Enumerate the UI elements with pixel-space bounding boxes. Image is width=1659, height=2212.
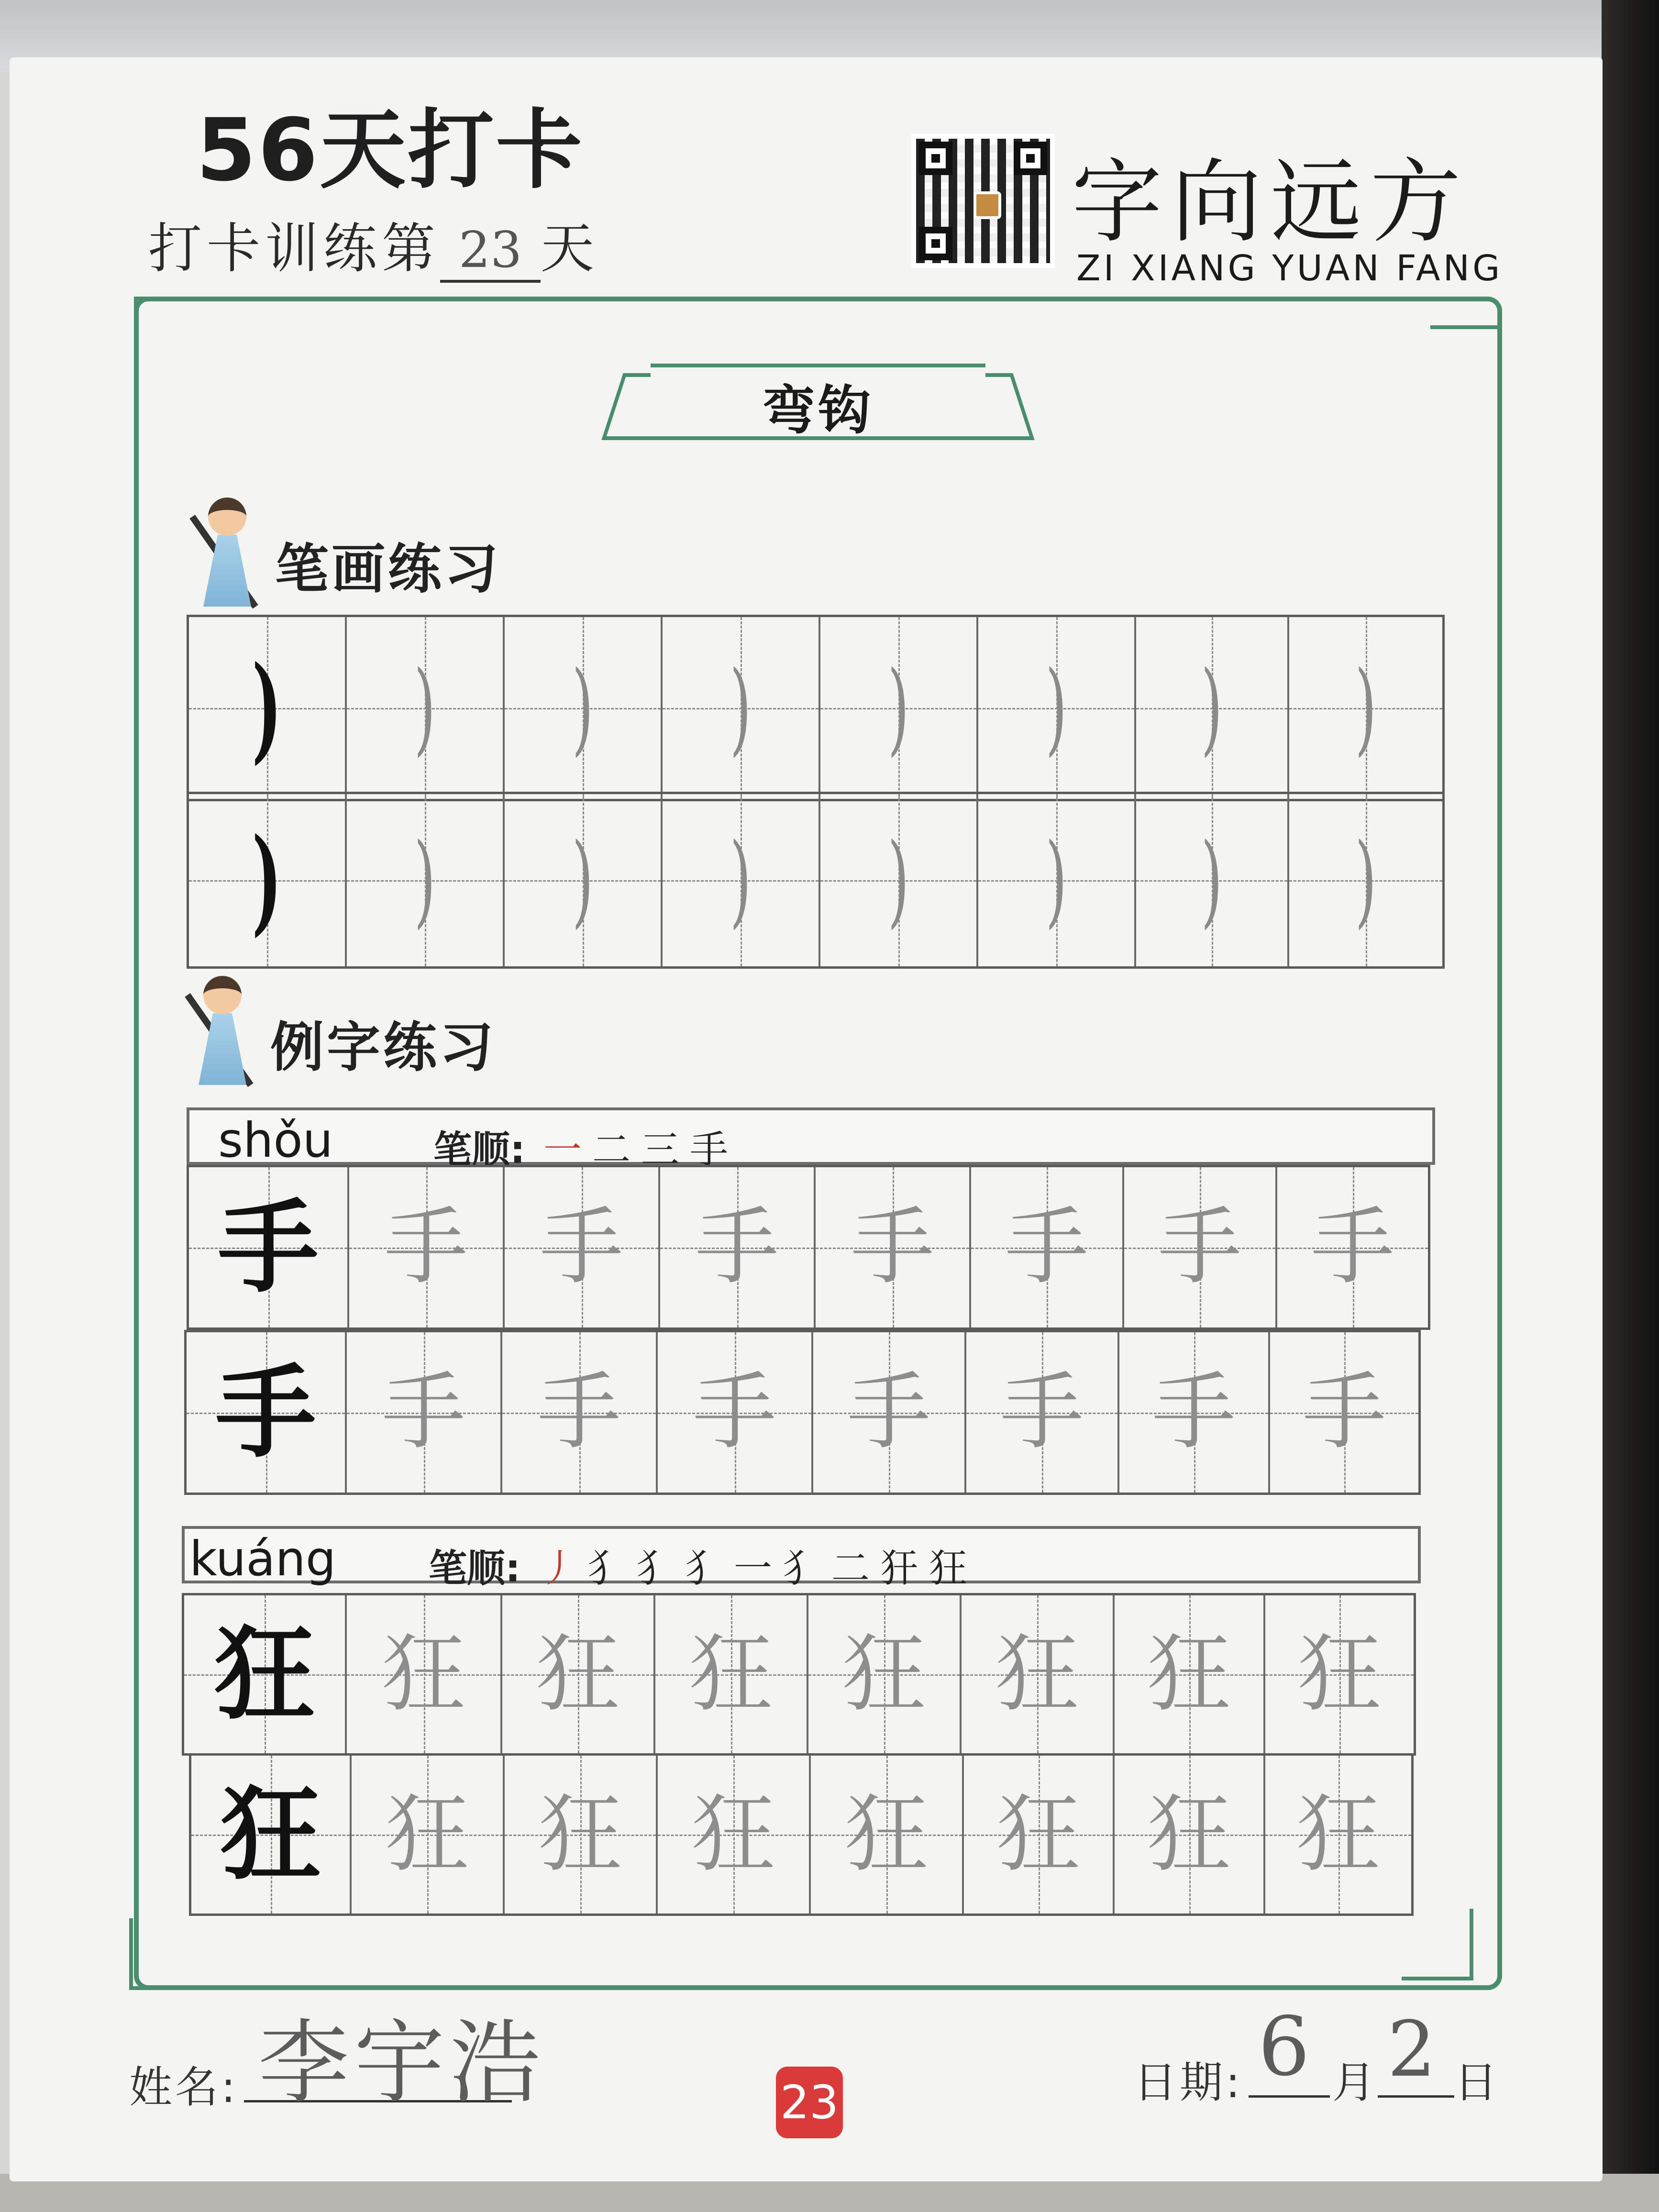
stroke-grid-row-2 bbox=[187, 792, 1445, 969]
practice-cell bbox=[663, 617, 820, 799]
practice-char: 手 bbox=[537, 1364, 621, 1461]
practice-cell bbox=[820, 794, 978, 966]
practice-char: 手 bbox=[1311, 1199, 1394, 1296]
practice-cell bbox=[658, 1332, 813, 1493]
month-label: 月 bbox=[1332, 2057, 1378, 2108]
practice-cell bbox=[347, 617, 505, 799]
stroke-model: ) bbox=[252, 813, 282, 948]
practice-cell bbox=[1115, 1756, 1265, 1913]
month-underline bbox=[1249, 2095, 1330, 2098]
brand-name: 字向远方 bbox=[1072, 149, 1470, 255]
practice-cell bbox=[1289, 794, 1442, 966]
practice-char: 狂 bbox=[996, 1786, 1080, 1883]
practice-cell bbox=[964, 1756, 1115, 1913]
practice-cell bbox=[808, 1595, 962, 1753]
practice-cell bbox=[1136, 617, 1289, 799]
stroke-order-step: 狂 bbox=[929, 1546, 978, 1591]
practice-char: 狂 bbox=[1297, 1626, 1382, 1723]
qr-logo-icon bbox=[973, 191, 1001, 219]
stroke-practice: ) bbox=[414, 649, 436, 766]
practice-cell bbox=[505, 617, 663, 799]
stroke-order-step: 犭 bbox=[587, 1546, 636, 1591]
practice-char: 手 bbox=[1152, 1364, 1236, 1461]
practice-cell bbox=[1124, 1167, 1277, 1327]
practice-cell bbox=[813, 1332, 966, 1493]
practice-char: 狂 bbox=[689, 1626, 773, 1723]
stroke-practice: ) bbox=[887, 649, 909, 766]
practice-cell bbox=[971, 1167, 1124, 1327]
date-label: 日期: bbox=[1134, 2057, 1243, 2108]
practice-cell bbox=[347, 1595, 502, 1753]
stroke-order-step: 犴 bbox=[880, 1546, 929, 1591]
stroke-practice: ) bbox=[730, 649, 752, 766]
practice-char: 狂 bbox=[691, 1786, 775, 1883]
practice-cell bbox=[811, 1756, 964, 1913]
stroke-practice: ) bbox=[1201, 821, 1223, 939]
practice-char: 手 bbox=[1005, 1199, 1089, 1296]
stroke-order-label: 笔顺: bbox=[433, 1128, 525, 1172]
lesson-title: 弯钩 bbox=[763, 380, 874, 441]
model-cell bbox=[189, 794, 347, 966]
stroke-practice: ) bbox=[572, 649, 594, 766]
practice-char: 狂 bbox=[995, 1626, 1079, 1723]
char-info-bar-shou bbox=[187, 1107, 1435, 1172]
practice-char: 狂 bbox=[385, 1786, 469, 1883]
practice-cell bbox=[978, 794, 1136, 966]
practice-char: 手 bbox=[384, 1199, 468, 1296]
char-grid-row-shou-2 bbox=[184, 1330, 1421, 1495]
model-cell bbox=[189, 617, 347, 799]
char-grid-row-kuang-2 bbox=[189, 1753, 1414, 1916]
practice-char: 手 bbox=[847, 1364, 931, 1461]
model-char: 狂 bbox=[214, 1615, 315, 1733]
practice-char: 狂 bbox=[382, 1626, 465, 1723]
model-char: 手 bbox=[215, 1353, 316, 1471]
photo-background-right bbox=[1602, 0, 1659, 2212]
day-blank bbox=[440, 218, 541, 283]
practice-char: 狂 bbox=[538, 1786, 622, 1883]
brand-pinyin: ZI XIANG YUAN FANG bbox=[1076, 248, 1503, 289]
stroke-order-step: 手 bbox=[690, 1128, 739, 1172]
frame-corner-ornament bbox=[129, 1918, 201, 1990]
practice-cell bbox=[1115, 1595, 1265, 1753]
practice-cell bbox=[1265, 1756, 1411, 1913]
stroke-order-step: 犭一 bbox=[685, 1546, 783, 1591]
name-label: 姓名: bbox=[129, 2062, 239, 2112]
practice-cell bbox=[1289, 617, 1442, 799]
qr-finder-icon bbox=[1014, 142, 1047, 175]
practice-char: 手 bbox=[693, 1364, 776, 1461]
stroke-practice: ) bbox=[1355, 821, 1377, 939]
pinyin-label: kuáng bbox=[189, 1531, 336, 1587]
page-title: 56天打卡 bbox=[196, 100, 584, 200]
qr-code bbox=[911, 134, 1055, 268]
practice-char: 狂 bbox=[1147, 1786, 1231, 1883]
practice-cell bbox=[658, 1756, 811, 1913]
practice-cell bbox=[1270, 1332, 1418, 1493]
practice-cell bbox=[502, 1332, 658, 1493]
lesson-banner bbox=[612, 354, 1024, 454]
day-handwritten: 23 bbox=[458, 221, 522, 279]
name-handwritten: 李宇浩 bbox=[258, 2010, 546, 2116]
practice-cell bbox=[352, 1756, 505, 1913]
model-char: 狂 bbox=[220, 1775, 321, 1893]
frame-corner-ornament bbox=[1430, 325, 1502, 397]
practice-char: 手 bbox=[540, 1199, 623, 1296]
stroke-practice: ) bbox=[414, 821, 436, 939]
practice-cell bbox=[962, 1595, 1115, 1753]
practice-cell bbox=[1136, 794, 1289, 966]
stroke-model: ) bbox=[252, 641, 282, 775]
stroke-grid-row-1 bbox=[187, 615, 1445, 801]
practice-char: 手 bbox=[1000, 1364, 1084, 1461]
practice-char: 狂 bbox=[536, 1626, 620, 1723]
month-handwritten: 6 bbox=[1258, 2000, 1310, 2094]
stroke-order-step: 三 bbox=[641, 1128, 690, 1172]
stroke-practice: ) bbox=[1045, 649, 1067, 766]
stroke-order-step: 丿 bbox=[539, 1546, 587, 1591]
practice-char: 狂 bbox=[1296, 1786, 1380, 1883]
stroke-order-step: 犭二 bbox=[783, 1546, 880, 1591]
char-info-bar-kuang bbox=[182, 1526, 1421, 1591]
practice-cell bbox=[966, 1332, 1119, 1493]
practice-cell bbox=[816, 1167, 971, 1327]
stroke-order-sequence bbox=[539, 1537, 978, 1593]
practice-char: 狂 bbox=[844, 1786, 929, 1883]
practice-cell bbox=[347, 794, 505, 966]
practice-cell bbox=[663, 794, 820, 966]
practice-cell bbox=[1265, 1595, 1414, 1753]
practice-cell bbox=[820, 617, 978, 799]
example-practice-heading: 例字练习 bbox=[270, 1017, 496, 1079]
page-number-badge: 23 bbox=[776, 2067, 843, 2138]
practice-cell bbox=[655, 1595, 808, 1753]
day-label: 日 bbox=[1454, 2057, 1500, 2108]
stroke-order-step: 一 bbox=[543, 1128, 592, 1172]
frame-corner-ornament bbox=[1402, 1909, 1473, 1980]
practice-char: 手 bbox=[1302, 1364, 1386, 1461]
practice-cell bbox=[347, 1332, 502, 1493]
practice-cell bbox=[1277, 1167, 1428, 1327]
qr-finder-icon bbox=[919, 227, 952, 260]
stroke-order-step: 二 bbox=[592, 1128, 641, 1172]
stroke-practice: ) bbox=[887, 821, 909, 939]
practice-cell bbox=[502, 1595, 655, 1753]
stroke-order-step: 犭 bbox=[636, 1546, 685, 1591]
practice-char: 狂 bbox=[1147, 1626, 1231, 1723]
day-of-month-handwritten: 2 bbox=[1387, 2004, 1436, 2094]
practice-cell bbox=[1119, 1332, 1270, 1493]
model-cell bbox=[187, 1332, 347, 1493]
char-grid-row-kuang-1 bbox=[182, 1593, 1416, 1756]
day-counter-prefix: 打卡训练第 bbox=[148, 218, 440, 280]
day-counter-suffix: 天 bbox=[541, 218, 599, 280]
stroke-practice: ) bbox=[1355, 649, 1377, 766]
practice-char: 手 bbox=[851, 1199, 934, 1296]
model-cell bbox=[189, 1167, 349, 1327]
practice-cell bbox=[978, 617, 1136, 799]
qr-finder-icon bbox=[919, 142, 952, 175]
model-char: 手 bbox=[218, 1188, 319, 1306]
stroke-practice: ) bbox=[1045, 821, 1067, 939]
practice-char: 手 bbox=[695, 1199, 779, 1296]
stroke-practice-heading: 笔画练习 bbox=[275, 538, 501, 600]
model-cell bbox=[191, 1756, 352, 1913]
practice-cell bbox=[505, 1167, 660, 1327]
day-underline bbox=[1378, 2095, 1454, 2098]
stroke-practice: ) bbox=[730, 821, 752, 939]
scholar-mascot-icon bbox=[184, 976, 265, 1086]
practice-cell bbox=[505, 1756, 658, 1913]
scholar-mascot-icon bbox=[189, 498, 270, 608]
practice-char: 手 bbox=[1158, 1199, 1242, 1296]
practice-char: 狂 bbox=[842, 1626, 926, 1723]
practice-cell bbox=[505, 794, 663, 966]
stroke-order-label: 笔顺: bbox=[429, 1546, 520, 1591]
stroke-practice: ) bbox=[1201, 649, 1223, 766]
stroke-practice: ) bbox=[572, 821, 594, 939]
pinyin-label: shǒu bbox=[218, 1112, 333, 1168]
practice-char: 手 bbox=[382, 1364, 465, 1461]
model-cell bbox=[184, 1595, 347, 1753]
frame-corner-ornament bbox=[134, 297, 206, 368]
practice-cell bbox=[349, 1167, 505, 1327]
day-counter bbox=[148, 206, 599, 283]
practice-cell bbox=[660, 1167, 816, 1327]
char-grid-row-shou-1 bbox=[187, 1165, 1430, 1330]
